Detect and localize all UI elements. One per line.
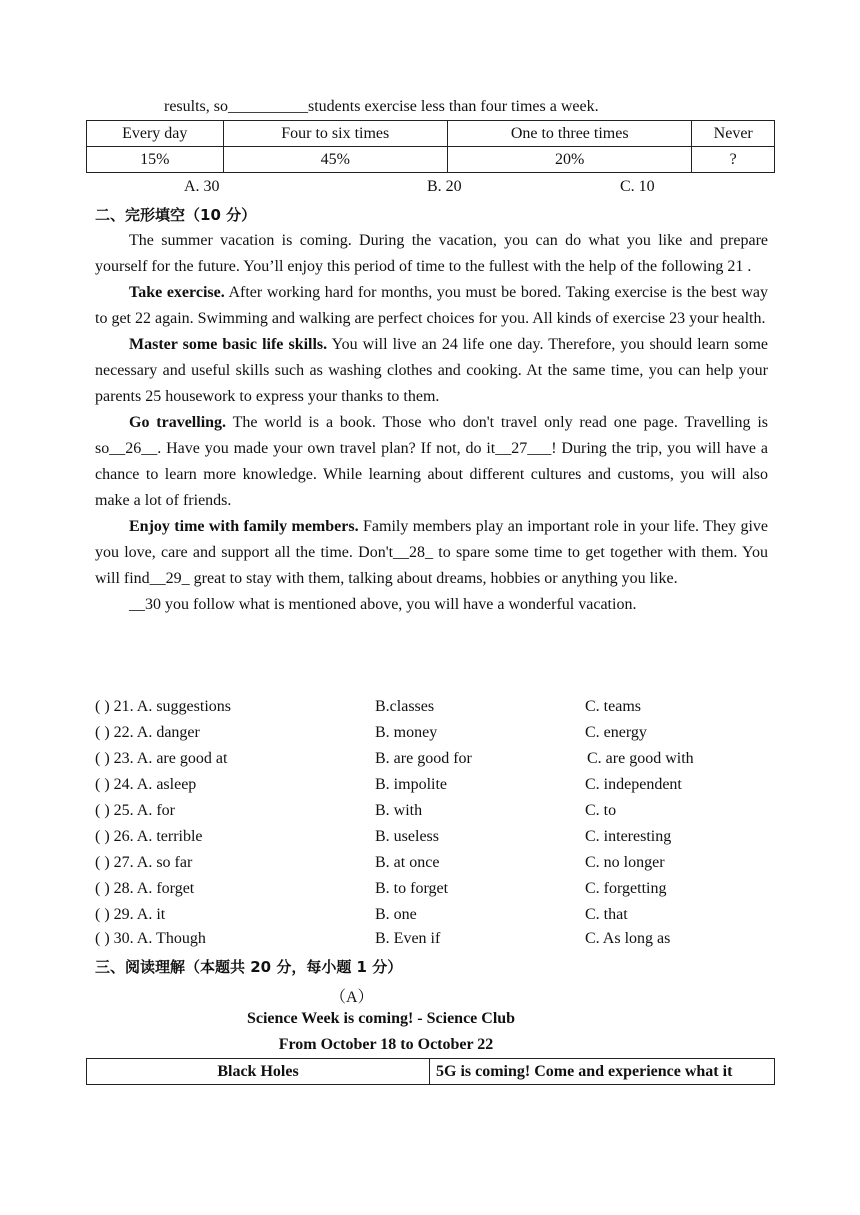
question-option-b: B. with xyxy=(375,802,423,819)
table-header-cell: Never xyxy=(692,121,775,147)
question-option-b: B. Even if xyxy=(375,930,441,947)
question-number: ( ) 23. A. are good at xyxy=(95,750,228,767)
question-option-c: C. no longer xyxy=(585,854,665,871)
question-stem xyxy=(164,98,599,116)
paragraph-lead: Go travelling. xyxy=(129,414,227,431)
question-option-b: B. one xyxy=(375,906,417,923)
question-number: ( ) 27. A. so far xyxy=(95,854,193,871)
section-heading-cloze: 二、完形填空（10 分） xyxy=(95,206,257,224)
table-cell: Black Holes xyxy=(87,1059,430,1085)
question-number: ( ) 21. A. suggestions xyxy=(95,698,231,715)
question-option-b: B.classes xyxy=(375,698,435,715)
table-header-cell: One to three times xyxy=(447,121,691,147)
stem-pre: results, so xyxy=(164,98,228,115)
table-row xyxy=(87,1059,775,1085)
table-cell: 15% xyxy=(87,147,224,173)
table-row xyxy=(87,147,775,173)
section-heading-reading: 三、阅读理解（本题共 20 分，每小题 1 分） xyxy=(95,958,403,976)
passage-title: Science Week is coming! - Science Club xyxy=(246,1010,516,1027)
paragraph xyxy=(95,228,768,280)
question-option-b: B. money xyxy=(375,724,438,741)
table-header-row xyxy=(87,121,775,147)
option-c: C. 10 xyxy=(620,178,655,195)
table-cell: 5G is coming! Come and experience what it xyxy=(430,1059,775,1085)
stem-post: students exercise less than four times a week. xyxy=(308,98,599,115)
question-option-c: C. As long as xyxy=(585,930,671,947)
question-option-b: B. impolite xyxy=(375,776,447,793)
paragraph-text: Family members play an important role in your life. They give you love, care and support all the time. Don't__28_ to spare some time to get together with them. You will find__29_ great to stay with them, talking about dreams, hobbies or anything you like. xyxy=(95,518,768,587)
stem-blank: __________ xyxy=(228,98,308,115)
question-option-b: B. are good for xyxy=(375,750,472,767)
table-header-cell: Every day xyxy=(87,121,224,147)
question-option-b: B. useless xyxy=(375,828,439,845)
paragraph xyxy=(95,514,768,592)
question-option-b: B. at once xyxy=(375,854,440,871)
paragraph-text: After working hard for months, you must be bored. Taking exercise is the best way to get 22 again. Swimming and walking are perfect choices for you. All kinds of exercise 23 your health. xyxy=(95,284,768,327)
paragraph xyxy=(95,280,768,332)
option-b: B. 20 xyxy=(427,178,462,195)
table-cell: 45% xyxy=(223,147,447,173)
question-number: ( ) 22. A. danger xyxy=(95,724,200,741)
paragraph-text: You will live an 24 life one day. Therefore, you should learn some necessary and useful skills such as washing clothes and cooking. At the same time, you can help your parents 25 housework to express your thanks to them. xyxy=(95,336,768,405)
frequency-table xyxy=(86,120,775,173)
paragraph-text: __30 you follow what is mentioned above, you will have a wonderful vacation. xyxy=(129,596,637,613)
paragraph-text: The summer vacation is coming. During the vacation, you can do what you like and prepare yourself for the future. You’ll enjoy this period of time to the fullest with the help of the following 21 . xyxy=(95,232,768,275)
part-label: （A） xyxy=(330,989,374,1006)
question-number: ( ) 28. A. forget xyxy=(95,880,195,897)
paragraph-lead: Master some basic life skills. xyxy=(129,336,328,353)
question-option-b: B. to forget xyxy=(375,880,449,897)
table-cell: ? xyxy=(692,147,775,173)
science-week-table xyxy=(86,1058,775,1085)
paragraph xyxy=(95,332,768,410)
question-option-c: C. to xyxy=(585,802,617,819)
question-number: ( ) 25. A. for xyxy=(95,802,175,819)
question-option-c: C. teams xyxy=(585,698,641,715)
question-option-c: C. interesting xyxy=(585,828,672,845)
passage-subtitle: From October 18 to October 22 xyxy=(278,1036,494,1053)
question-option-c: C. energy xyxy=(585,724,647,741)
paragraph-lead: Enjoy time with family members. xyxy=(129,518,359,535)
question-number: ( ) 24. A. asleep xyxy=(95,776,197,793)
table-header-cell: Four to six times xyxy=(223,121,447,147)
table-cell: 20% xyxy=(447,147,691,173)
question-number: ( ) 26. A. terrible xyxy=(95,828,203,845)
option-a: A. 30 xyxy=(184,178,220,195)
question-option-c: C. independent xyxy=(585,776,682,793)
paragraph-text: The world is a book. Those who don't travel only read one page. Travelling is so__26__. Have you made your own travel plan? If not, do it__27___! During the trip, you will have a chance to learn more knowledge. While learning about different cultures and customs, you will also make a lot of friends. xyxy=(95,414,769,509)
question-option-c: C. that xyxy=(585,906,628,923)
question-number: ( ) 29. A. it xyxy=(95,906,166,923)
question-number: ( ) 30. A. Though xyxy=(95,930,206,947)
cloze-passage xyxy=(95,228,768,618)
paragraph-lead: Take exercise. xyxy=(129,284,225,301)
paragraph xyxy=(95,410,768,514)
question-option-c: C. forgetting xyxy=(585,880,667,897)
question-option-c: C. are good with xyxy=(587,750,694,767)
paragraph xyxy=(95,592,768,618)
